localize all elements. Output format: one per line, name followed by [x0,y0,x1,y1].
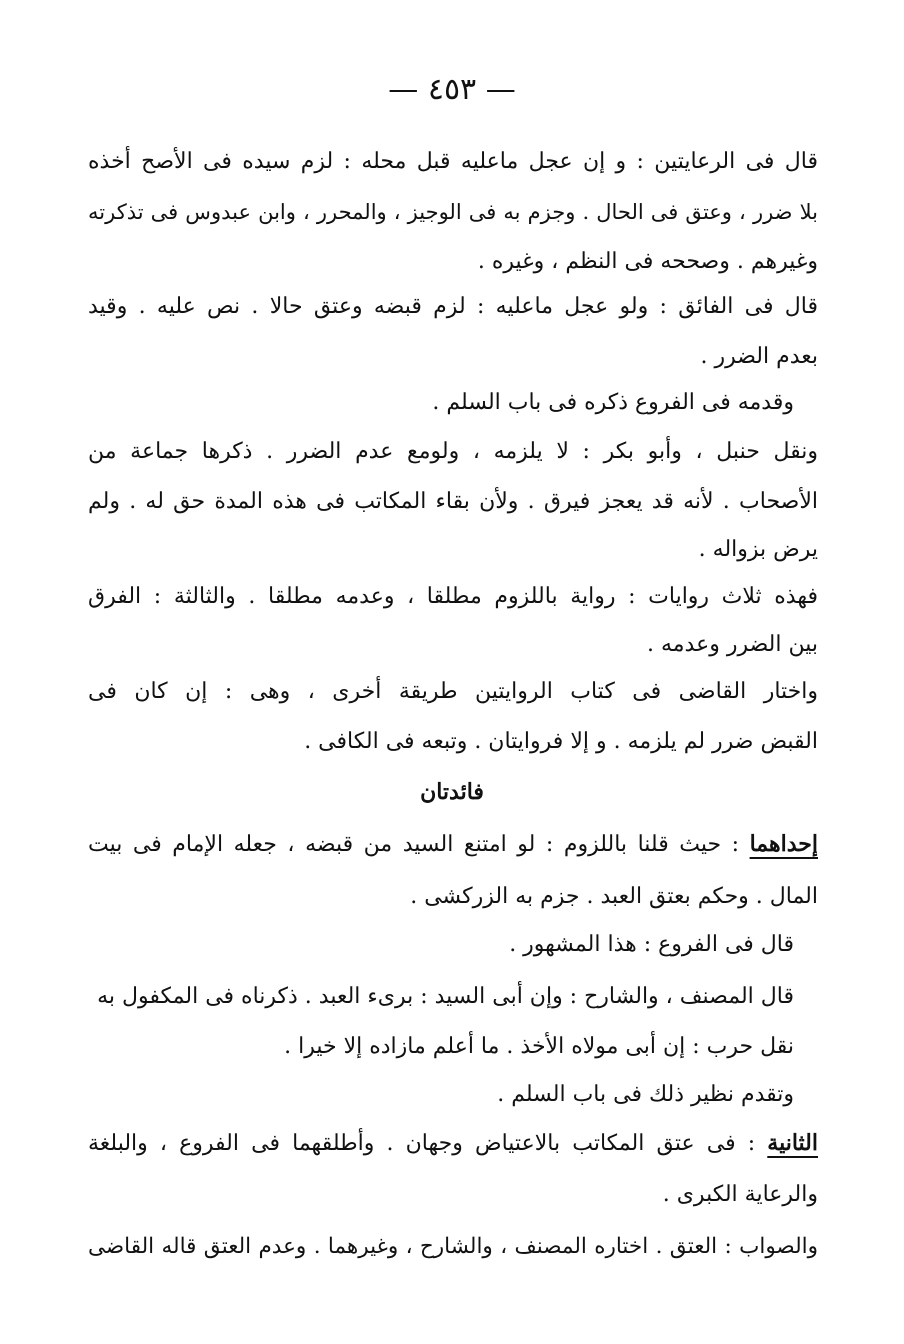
item-lead: الثانية [767,1130,818,1156]
text-line: قال فى الرعايتين : و إن عجل ماعليه قبل محله : لزم سيده فى الأصح أخذه [88,149,818,174]
text-line: الأصحاب . لأنه قد يعجز فيرق . ولأن بقاء المكاتب فى هذه المدة حق له . ولم [88,489,818,514]
text-line: واختار القاضى فى كتاب الروايتين طريقة أخرى ، وهى : إن كان فى [88,679,818,704]
text-line: قال فى الفائق : ولو عجل ماعليه : لزم قبضه وعتق حالا . نص عليه . وقيد [88,294,818,319]
text-line: قال المصنف ، والشارح : وإن أبى السيد : برىء العبد . ذكرناه فى المكفول به [97,984,794,1009]
text-line: القبض ضرر لم يلزمه . و إلا فروايتان . وتبعه فى الكافى . [304,729,818,754]
text-line: يرض بزواله . [698,537,818,562]
text-line [88,1126,818,1161]
text-line: وتقدم نظير ذلك فى باب السلم . [497,1082,794,1107]
page-number: — ٤٥٣ — [388,72,516,107]
text-line [88,827,818,862]
text-line: بعدم الضرر . [700,344,818,369]
text-line: وقدمه فى الفروع ذكره فى باب السلم . [432,390,794,415]
text-line: بين الضرر وعدمه . [646,632,818,657]
text-line: المال . وحكم بعتق العبد . جزم به الزركشى . [410,884,818,909]
text-line: نقل حرب : إن أبى مولاه الأخذ . ما أعلم مازاده إلا خيرا . [284,1034,794,1059]
item-text: : فى عتق المكاتب بالاعتياض وجهان . وأطلقهما فى الفروع ، والبلغة [88,1131,768,1156]
item-text: : حيث قلنا باللزوم : لو امتنع السيد من قبضه ، جعله الإمام فى بيت [88,832,750,857]
text-line: قال فى الفروع : هذا المشهور . [509,932,794,957]
section-heading: فائدتان [420,779,484,805]
text-line: والصواب : العتق . اختاره المصنف ، والشارح ، وغيرهما . وعدم العتق قاله القاضى [88,1234,818,1259]
text-line: والرعاية الكبرى . [662,1182,818,1207]
text-line: فهذه ثلاث روايات : رواية باللزوم مطلقا ، وعدمه مطلقا . والثالثة : الفرق [88,584,818,609]
text-line: ونقل حنبل ، وأبو بكر : لا يلزمه ، ولومع عدم الضرر . ذكرها جماعة من [88,439,818,464]
text-line: وغيرهم . وصححه فى النظم ، وغيره . [477,249,818,274]
item-lead: إحداهما [749,831,818,857]
text-line: بلا ضرر ، وعتق فى الحال . وجزم به فى الوجيز ، والمحرر ، وابن عبدوس فى تذكرته [88,200,818,224]
